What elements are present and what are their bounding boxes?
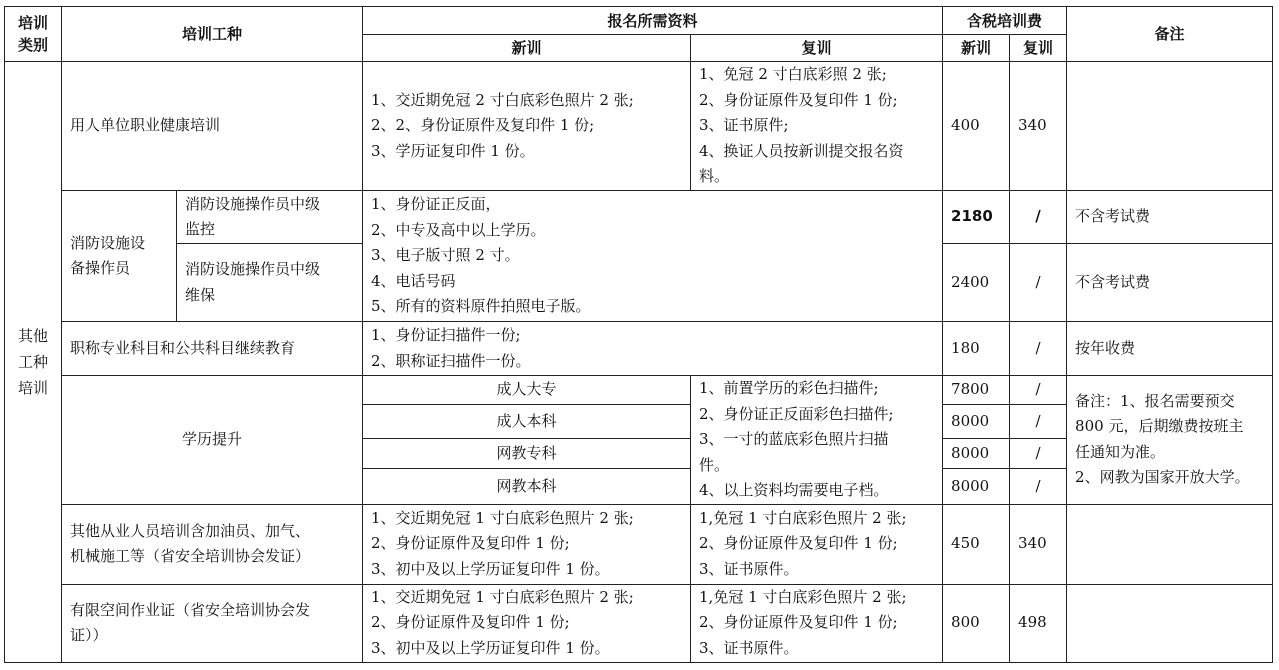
materials-degree: 1、前置学历的彩色扫描件; 2、身份证正反面彩色扫描件; 3、一寸的蓝底彩色照片扫描 件。 4、以上资料均需要电子档。 (691, 376, 943, 505)
fee-re-r5: 340 (1010, 504, 1067, 584)
trade-title-education: 职称专业科目和公共科目继续教育 (62, 322, 363, 376)
header-materials-re: 复训 (691, 35, 943, 62)
header-materials: 报名所需资料 (363, 7, 943, 35)
header-fee-new: 新训 (943, 35, 1010, 62)
fee-new-r6: 800 (943, 584, 1010, 662)
degree-item-3: 网教本科 (363, 469, 691, 504)
trade-fire-monitor: 消防设施操作员中级 监控 (177, 191, 363, 244)
trade-confined-space: 有限空间作业证（省安全培训协会发 证）） (62, 584, 363, 662)
remark-fire-maintenance: 不含考试费 (1067, 244, 1273, 322)
remark-r5 (1067, 504, 1273, 584)
fee-re-fire-monitor: / (1010, 191, 1067, 244)
fee-new-degree-2: 8000 (943, 439, 1010, 469)
materials-title-education: 1、身份证扫描件一份; 2、职称证扫描件一份。 (363, 322, 943, 376)
fee-new-degree-3: 8000 (943, 469, 1010, 504)
remark-r1 (1067, 62, 1273, 191)
remark-r6 (1067, 584, 1273, 662)
remark-fire-monitor: 不含考试费 (1067, 191, 1273, 244)
materials-fire: 1、身份证正反面， 2、中专及高中以上学历。 3、电子版寸照 2 寸。 4、电话号码 5、所有的资料原件拍照电子版。 (363, 191, 943, 322)
degree-item-1: 成人本科 (363, 405, 691, 439)
fee-re-r1: 340 (1010, 62, 1067, 191)
fee-new-r1: 400 (943, 62, 1010, 191)
degree-item-0: 成人大专 (363, 376, 691, 405)
header-category: 培训 类别 (5, 7, 62, 62)
fee-new-degree-0: 7800 (943, 376, 1010, 405)
materials-re-r5: 1,免冠 1 寸白底彩色照片 2 张; 2、身份证原件及复印件 1 份; 3、证书原件。 (691, 504, 943, 584)
trade-other-practitioners: 其他从业人员培训含加油员、加气、 机械施工等（省安全培训协会发证） (62, 504, 363, 584)
category-other: 其他 工种 培训 (5, 62, 62, 663)
trade-fire-facility-operator: 消防设施设 备操作员 (62, 191, 177, 322)
fee-re-fire-maintenance: / (1010, 244, 1067, 322)
fee-re-degree-1: / (1010, 405, 1067, 439)
header-materials-new: 新训 (363, 35, 691, 62)
fee-re-degree-2: / (1010, 439, 1067, 469)
materials-re-r6: 1,免冠 1 寸白底彩色照片 2 张; 2、身份证原件及复印件 1 份; 3、证书原件。 (691, 584, 943, 662)
header-fee-re: 复训 (1010, 35, 1067, 62)
header-remark: 备注 (1067, 7, 1273, 62)
materials-new-r6: 1、交近期免冠 1 寸白底彩色照片 2 张; 2、身份证原件及复印件 1 份; 3、初中及以上学历证复印件 1 份。 (363, 584, 691, 662)
fee-re-degree-3: / (1010, 469, 1067, 504)
fee-new-degree-1: 8000 (943, 405, 1010, 439)
trade-occupational-health: 用人单位职业健康培训 (62, 62, 363, 191)
fee-new-fire-maintenance: 2400 (943, 244, 1010, 322)
materials-new-r1: 1、交近期免冠 2 寸白底彩色照片 2 张; 2、2、身份证原件及复印件 1 份; 3、学历证复印件 1 份。 (363, 62, 691, 191)
fee-new-r3: 180 (943, 322, 1010, 376)
materials-new-r5: 1、交近期免冠 1 寸白底彩色照片 2 张; 2、身份证原件及复印件 1 份; 3、初中及以上学历证复印件 1 份。 (363, 504, 691, 584)
trade-fire-maintenance: 消防设施操作员中级 维保 (177, 244, 363, 322)
header-fee: 含税培训费 (943, 7, 1067, 35)
fee-new-fire-monitor: 2180 (943, 191, 1010, 244)
fee-new-r5: 450 (943, 504, 1010, 584)
fee-re-r3: / (1010, 322, 1067, 376)
trade-degree-upgrade: 学历提升 (62, 376, 363, 505)
training-fee-table (4, 6, 1273, 663)
degree-item-2: 网教专科 (363, 439, 691, 469)
fee-re-degree-0: / (1010, 376, 1067, 405)
remark-degree: 备注：1、报名需要预交 800 元，后期缴费按班主 任通知为准。 2、网教为国家开放大学。 (1067, 376, 1273, 505)
remark-r3: 按年收费 (1067, 322, 1273, 376)
fee-re-r6: 498 (1010, 584, 1067, 662)
header-trade: 培训工种 (62, 7, 363, 62)
materials-re-r1: 1、免冠 2 寸白底彩照 2 张; 2、身份证原件及复印件 1 份; 3、证书原件; 4、换证人员按新训提交报名资 料。 (691, 62, 943, 191)
